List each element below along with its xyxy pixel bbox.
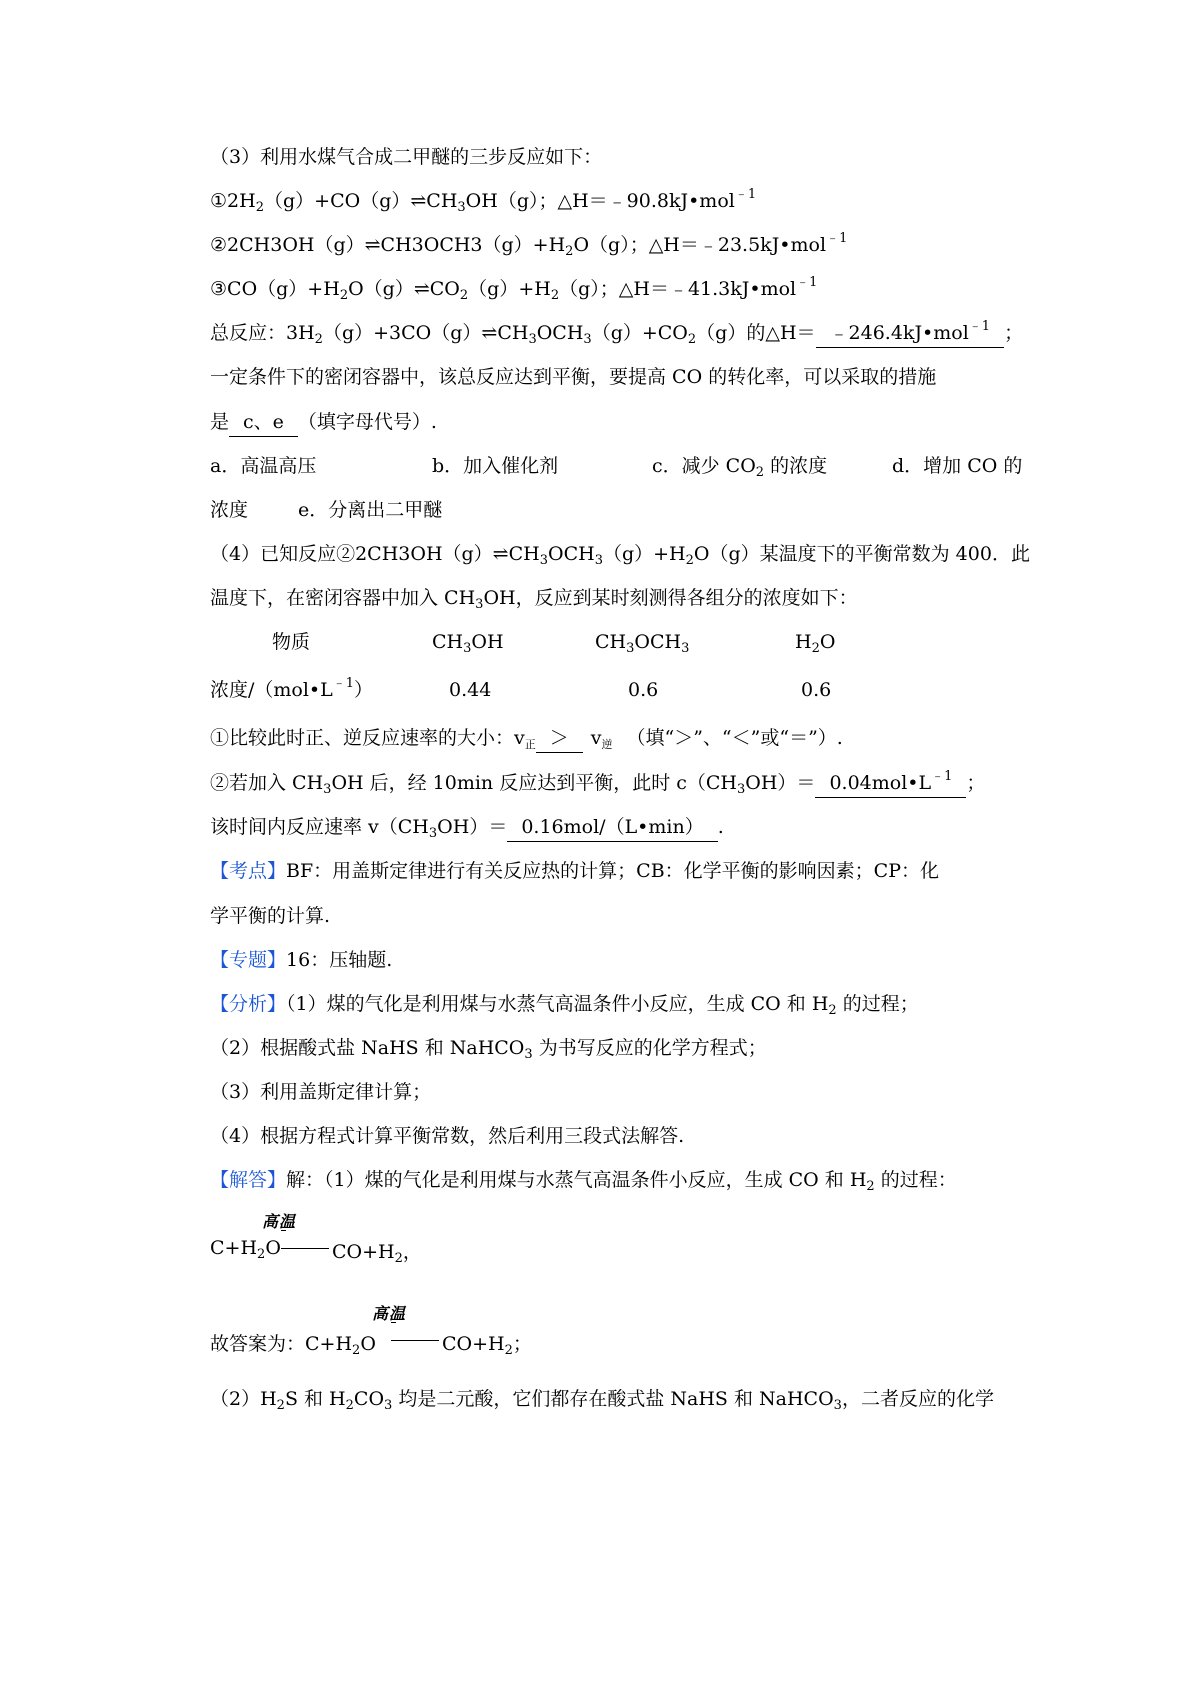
condition-line-1: 一定条件下的密闭容器中，该总反应达到平衡，要提高 CO 的转化率，可以采取的措施 <box>210 366 937 388</box>
option-d-continued: 浓度 <box>210 499 249 521</box>
option-c: c．减少 $CO_2$ 的浓度 <box>652 455 828 480</box>
reaction-3: $③CO(g)+H_2O(g)\rightleftharpoons CO_2(g)+H_2(g)$；△H＝﹣41.3kJ•mol$^{﹣1}$ <box>210 275 818 303</box>
table-value: 0.44 <box>449 679 492 701</box>
jieda-line-1: 【解答】解：（1）煤的气化是利用煤与水蒸气高温条件小反应，生成 CO 和 $H_2$ 的过程： <box>210 1169 957 1194</box>
q3-intro: （3）利用水煤气合成二甲醚的三步反应如下： <box>210 146 603 168</box>
fenxi-line-3: （3）利用盖斯定律计算； <box>210 1081 432 1103</box>
option-b: b．加入催化剂 <box>432 455 559 477</box>
zhuanti-line: 【专题】16：压轴题. <box>210 949 393 971</box>
kaodian-line-2: 学平衡的计算. <box>210 905 331 927</box>
table-header-substance: 物质 <box>272 631 311 653</box>
equation-1-right: $CO+H_2$， <box>332 1241 422 1266</box>
answer-blank-concentration: $0.04mol•L^{﹣1}$ <box>815 769 966 798</box>
answer-blank-measures: c、e <box>229 408 298 437</box>
equation-2-right: $CO+H_2$； <box>442 1333 532 1358</box>
equation-condition-mark <box>391 1322 396 1323</box>
option-d: d．增加 CO 的 <box>892 455 1023 477</box>
table-row-label: 浓度$/(mol•L^{﹣1})$ <box>210 676 374 701</box>
zhuanti-tag: 【专题】 <box>210 949 287 971</box>
condition-line-2: 是 c、e （填字母代号）. <box>210 408 437 437</box>
q4-line-2: 温度下，在密闭容器中加入 $CH_3OH$，反应到某时刻测得各组分的浓度如下： <box>210 587 858 612</box>
q4-sub-1: ①比较此时正、逆反应速率的大小：$v_正 > v_逆$ （填“＞”、“＜”或“＝”）. <box>210 724 843 753</box>
option-e: e．分离出二甲醚 <box>298 499 443 521</box>
reaction-2: $②2CH3OH(g)\rightleftharpoons CH3OCH3(g)+H_2O(g)$；△H＝﹣23.5kJ•mol$^{﹣1}$ <box>210 231 848 259</box>
fenxi-tag: 【分析】 <box>210 993 287 1015</box>
equation-2-arrow <box>391 1340 439 1341</box>
fenxi-line-1: 【分析】（1）煤的气化是利用煤与水蒸气高温条件小反应，生成 CO 和 $H_2$ 的过程； <box>210 993 919 1018</box>
equation-1-left: $C+H_2O$ <box>210 1237 281 1262</box>
answer-blank-rate: 0.16mol/（L•min） <box>507 813 717 842</box>
fenxi-line-2: （2）根据酸式盐 NaHS 和 NaHCO$_3$ 为书写反应的化学方程式； <box>210 1037 767 1062</box>
table-header-h2o: $H_2O$ <box>795 631 836 656</box>
q4-sub-3: 该时间内反应速率 $v(CH_3OH)=$ 0.16mol/（L•min） . <box>210 813 724 842</box>
total-reaction: 总反应：$3H_2(g)+3CO(g)\rightleftharpoons CH_3OCH_3(g)+CO_2(g)$的△H＝ ﹣246.4kJ•mol$^{﹣1}$ ； <box>210 319 1024 347</box>
table-value: 0.6 <box>801 679 832 701</box>
q4-sub-2: ②若加入 $CH_3OH$ 后，经 10min 反应达到平衡，此时 $c(CH_3OH)=$ $0.04mol•L^{﹣1}$ ； <box>210 769 986 797</box>
equation-condition: 高温 <box>262 1212 297 1231</box>
option-a: a．高温高压 <box>210 455 317 477</box>
jieda-tag: 【解答】 <box>210 1169 287 1191</box>
table-value: 0.6 <box>628 679 659 701</box>
fenxi-line-4: （4）根据方程式计算平衡常数，然后利用三段式法解答. <box>210 1125 685 1147</box>
q4-line-1: （4）已知反应$②2CH3OH(g)\rightleftharpoons CH_3OCH_3(g)+H_2O(g)$某温度下的平衡常数为 400．此 <box>210 543 1030 568</box>
equation-1-arrow <box>281 1248 329 1249</box>
equation-condition: 高温 <box>372 1304 407 1323</box>
reaction-1: $①2H_2(g)+CO(g)\rightleftharpoons CH_3OH(g)$；△H＝﹣90.8kJ•mol$^{﹣1}$ <box>210 187 757 215</box>
answer-blank-delta-h: ﹣246.4kJ•mol$^{﹣1}$ <box>816 319 1005 348</box>
kaodian-line-1: 【考点】BF：用盖斯定律进行有关反应热的计算；CB：化学平衡的影响因素；CP：化 <box>210 860 939 882</box>
table-header-ch3oh: $CH_3OH$ <box>432 631 504 656</box>
equation-condition-mark <box>281 1230 286 1231</box>
jieda-line-3: $(2)H_2S$ 和 $H_2CO_3$ 均是二元酸，它们都存在酸式盐 NaHS 和 NaHCO$_3$，二者反应的化学 <box>210 1388 994 1413</box>
kaodian-tag: 【考点】 <box>210 860 287 882</box>
answer-equation: 故答案为：$C+H_2O$ <box>210 1333 376 1358</box>
answer-blank-compare: ＞ <box>536 724 583 753</box>
table-header-ch3och3: $CH_3OCH_3$ <box>595 631 690 656</box>
